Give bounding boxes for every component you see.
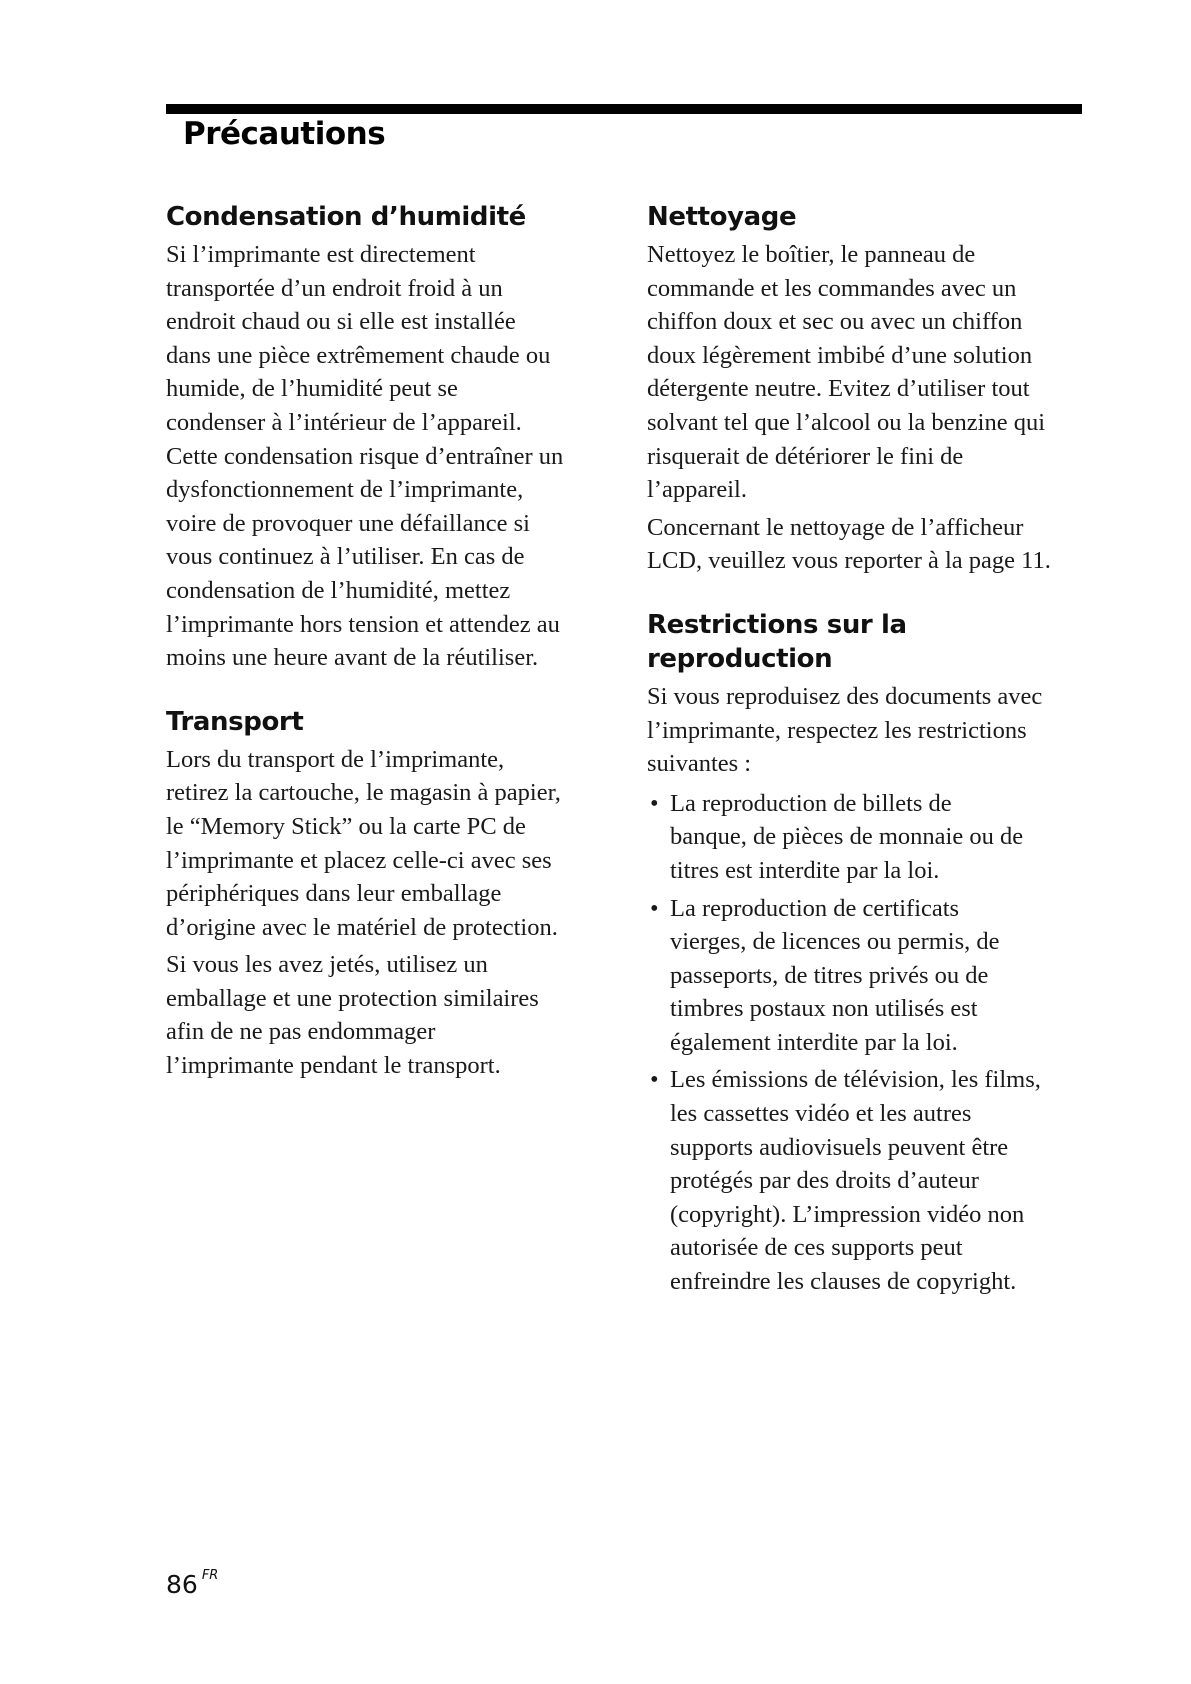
list-item xyxy=(647,892,1092,1060)
section-heading-transport: Transport xyxy=(166,706,304,737)
list-item-text: La reproduction de billets de banque, de pièces de monnaie ou de titres est interdite par la loi. xyxy=(670,789,1024,884)
language-code: FR xyxy=(201,1568,219,1583)
page-number-value: 86 xyxy=(166,1570,198,1599)
section-transport xyxy=(166,705,616,1083)
list-item xyxy=(647,1063,1092,1298)
bullet-icon: • xyxy=(650,894,659,922)
section-condensation xyxy=(166,200,616,675)
paragraph-cleaning-1: Nettoyez le boîtier, le panneau de commande et les commandes avec un chiffon doux et sec ou avec un chiffon doux légèrement imbibé d’une solution détergente neutre. Evitez d’utiliser tout solvant tel que l’alcool ou la benzine qui risquerait de détériorer le fini de l’appareil. xyxy=(647,241,1046,504)
section-restrictions xyxy=(647,608,1092,1299)
list-item xyxy=(647,787,1092,888)
bullet-icon: • xyxy=(650,1066,659,1094)
left-column xyxy=(166,200,616,1113)
section-heading-cleaning: Nettoyage xyxy=(647,202,797,232)
paragraph-transport-1: Lors du transport de l’imprimante, retirez la cartouche, le magasin à papier, le “Memory Stick” ou la carte PC de l’imprimante et placez celle-ci avec ses périphériques dans leur emballage d’origine avec le matériel de protection. xyxy=(166,745,561,941)
section-cleaning xyxy=(647,200,1092,578)
restrictions-list xyxy=(647,787,1092,1299)
section-heading-restrictions: Restrictions sur la reproduction xyxy=(647,609,907,674)
page-title: Précautions xyxy=(183,116,386,152)
list-item-text: La reproduction de certificats vierges, de licences ou permis, de passeports, de titres privés ou de timbres postaux non utilisés est également interdite par la loi. xyxy=(670,894,1000,1056)
page-number xyxy=(166,1568,218,1599)
paragraph-transport-2: Si vous les avez jetés, utilisez un emballage et une protection similaires afin de ne pas endommager l’imprimante pendant le transport. xyxy=(166,951,539,1080)
paragraph-cleaning-2: Concernant le nettoyage de l’afficheur LCD, veuillez vous reporter à la page 11. xyxy=(647,513,1051,575)
list-item-text: Les émissions de télévision, les films, les cassettes vidéo et les autres supports audiovisuels peuvent être protégés par des droits d’auteur (copyright). L’impression vidéo non autorisée de ces supports peut enfreindre les clauses de copyright. xyxy=(670,1066,1041,1296)
paragraph-condensation: Si l’imprimante est directement transportée d’un endroit froid à un endroit chaud ou si elle est installée dans une pièce extrêmement chaude ou humide, de l’humidité peut se condenser à l’intérieur de l’appareil. Cette condensation risque d’entraîner un dysfonctionnement de l’imprimante, voire de provoquer une défaillance si vous continuez à l’utiliser. En cas de condensation de l’humidité, mettez l’imprimante hors tension et attendez au moins une heure avant de la réutiliser. xyxy=(166,241,564,672)
bullet-icon: • xyxy=(650,789,659,817)
right-column xyxy=(647,200,1092,1329)
title-rule xyxy=(166,104,1082,114)
paragraph-restrictions-intro: Si vous reproduisez des documents avec l’imprimante, respectez les restrictions suivantes : xyxy=(647,682,1043,778)
section-heading-condensation: Condensation d’humidité xyxy=(166,202,526,232)
